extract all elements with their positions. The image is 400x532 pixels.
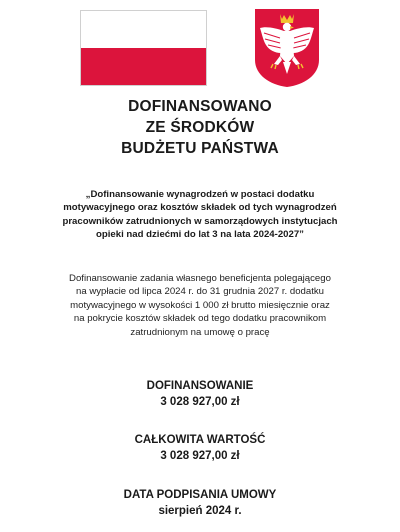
signing-date-section xyxy=(0,487,400,519)
signing-date-value: sierpień 2024 r. xyxy=(158,505,242,517)
program-name xyxy=(30,188,370,242)
title-line: ZE ŚRODKÓW xyxy=(145,119,255,136)
page-title xyxy=(0,96,400,159)
description-line: na wypłacie od lipca 2024 r. do 31 grudnia 2027 r. dodatku xyxy=(75,286,325,298)
program-name-line: motywacyjnego oraz kosztów składek od tych wynagrodzeń xyxy=(63,202,337,214)
white-eagle-emblem-icon xyxy=(254,8,320,88)
funding-label: DOFINANSOWANIE xyxy=(146,380,254,392)
program-name-line: opieki nad dziećmi do lat 3 na lata 2024-2027” xyxy=(96,229,304,241)
polish-flag-icon xyxy=(80,10,207,86)
total-value-section xyxy=(0,432,400,464)
description-line: motywacyjnego w wysokości 1 000 zł brutto miesięcznie oraz xyxy=(70,299,330,311)
task-description xyxy=(30,272,370,339)
program-name-line: „Dofinansowanie wynagrodzeń w postaci dodatku xyxy=(85,189,315,200)
header-emblems xyxy=(0,8,400,88)
funding-value: 3 028 927,00 zł xyxy=(160,396,240,408)
description-line: na pokrycie kosztów składek od tego dodatku pracownikom xyxy=(73,313,327,325)
funding-section xyxy=(0,378,400,410)
flag-white-stripe xyxy=(81,11,206,48)
program-name-line: pracowników zatrudnionych w samorządowych instytucjach xyxy=(62,215,338,227)
description-line: Dofinansowanie zadania własnego beneficjenta polegającego xyxy=(69,273,331,284)
total-value-amount: 3 028 927,00 zł xyxy=(160,450,240,462)
title-line: BUDŻETU PAŃSTWA xyxy=(121,140,279,157)
description-line: zatrudnionym na umowę o pracę xyxy=(130,326,270,338)
flag-red-stripe xyxy=(81,48,206,85)
total-value-label: CAŁKOWITA WARTOŚĆ xyxy=(134,434,266,446)
signing-date-label: DATA PODPISANIA UMOWY xyxy=(123,489,277,501)
title-line: DOFINANSOWANO xyxy=(128,98,272,115)
